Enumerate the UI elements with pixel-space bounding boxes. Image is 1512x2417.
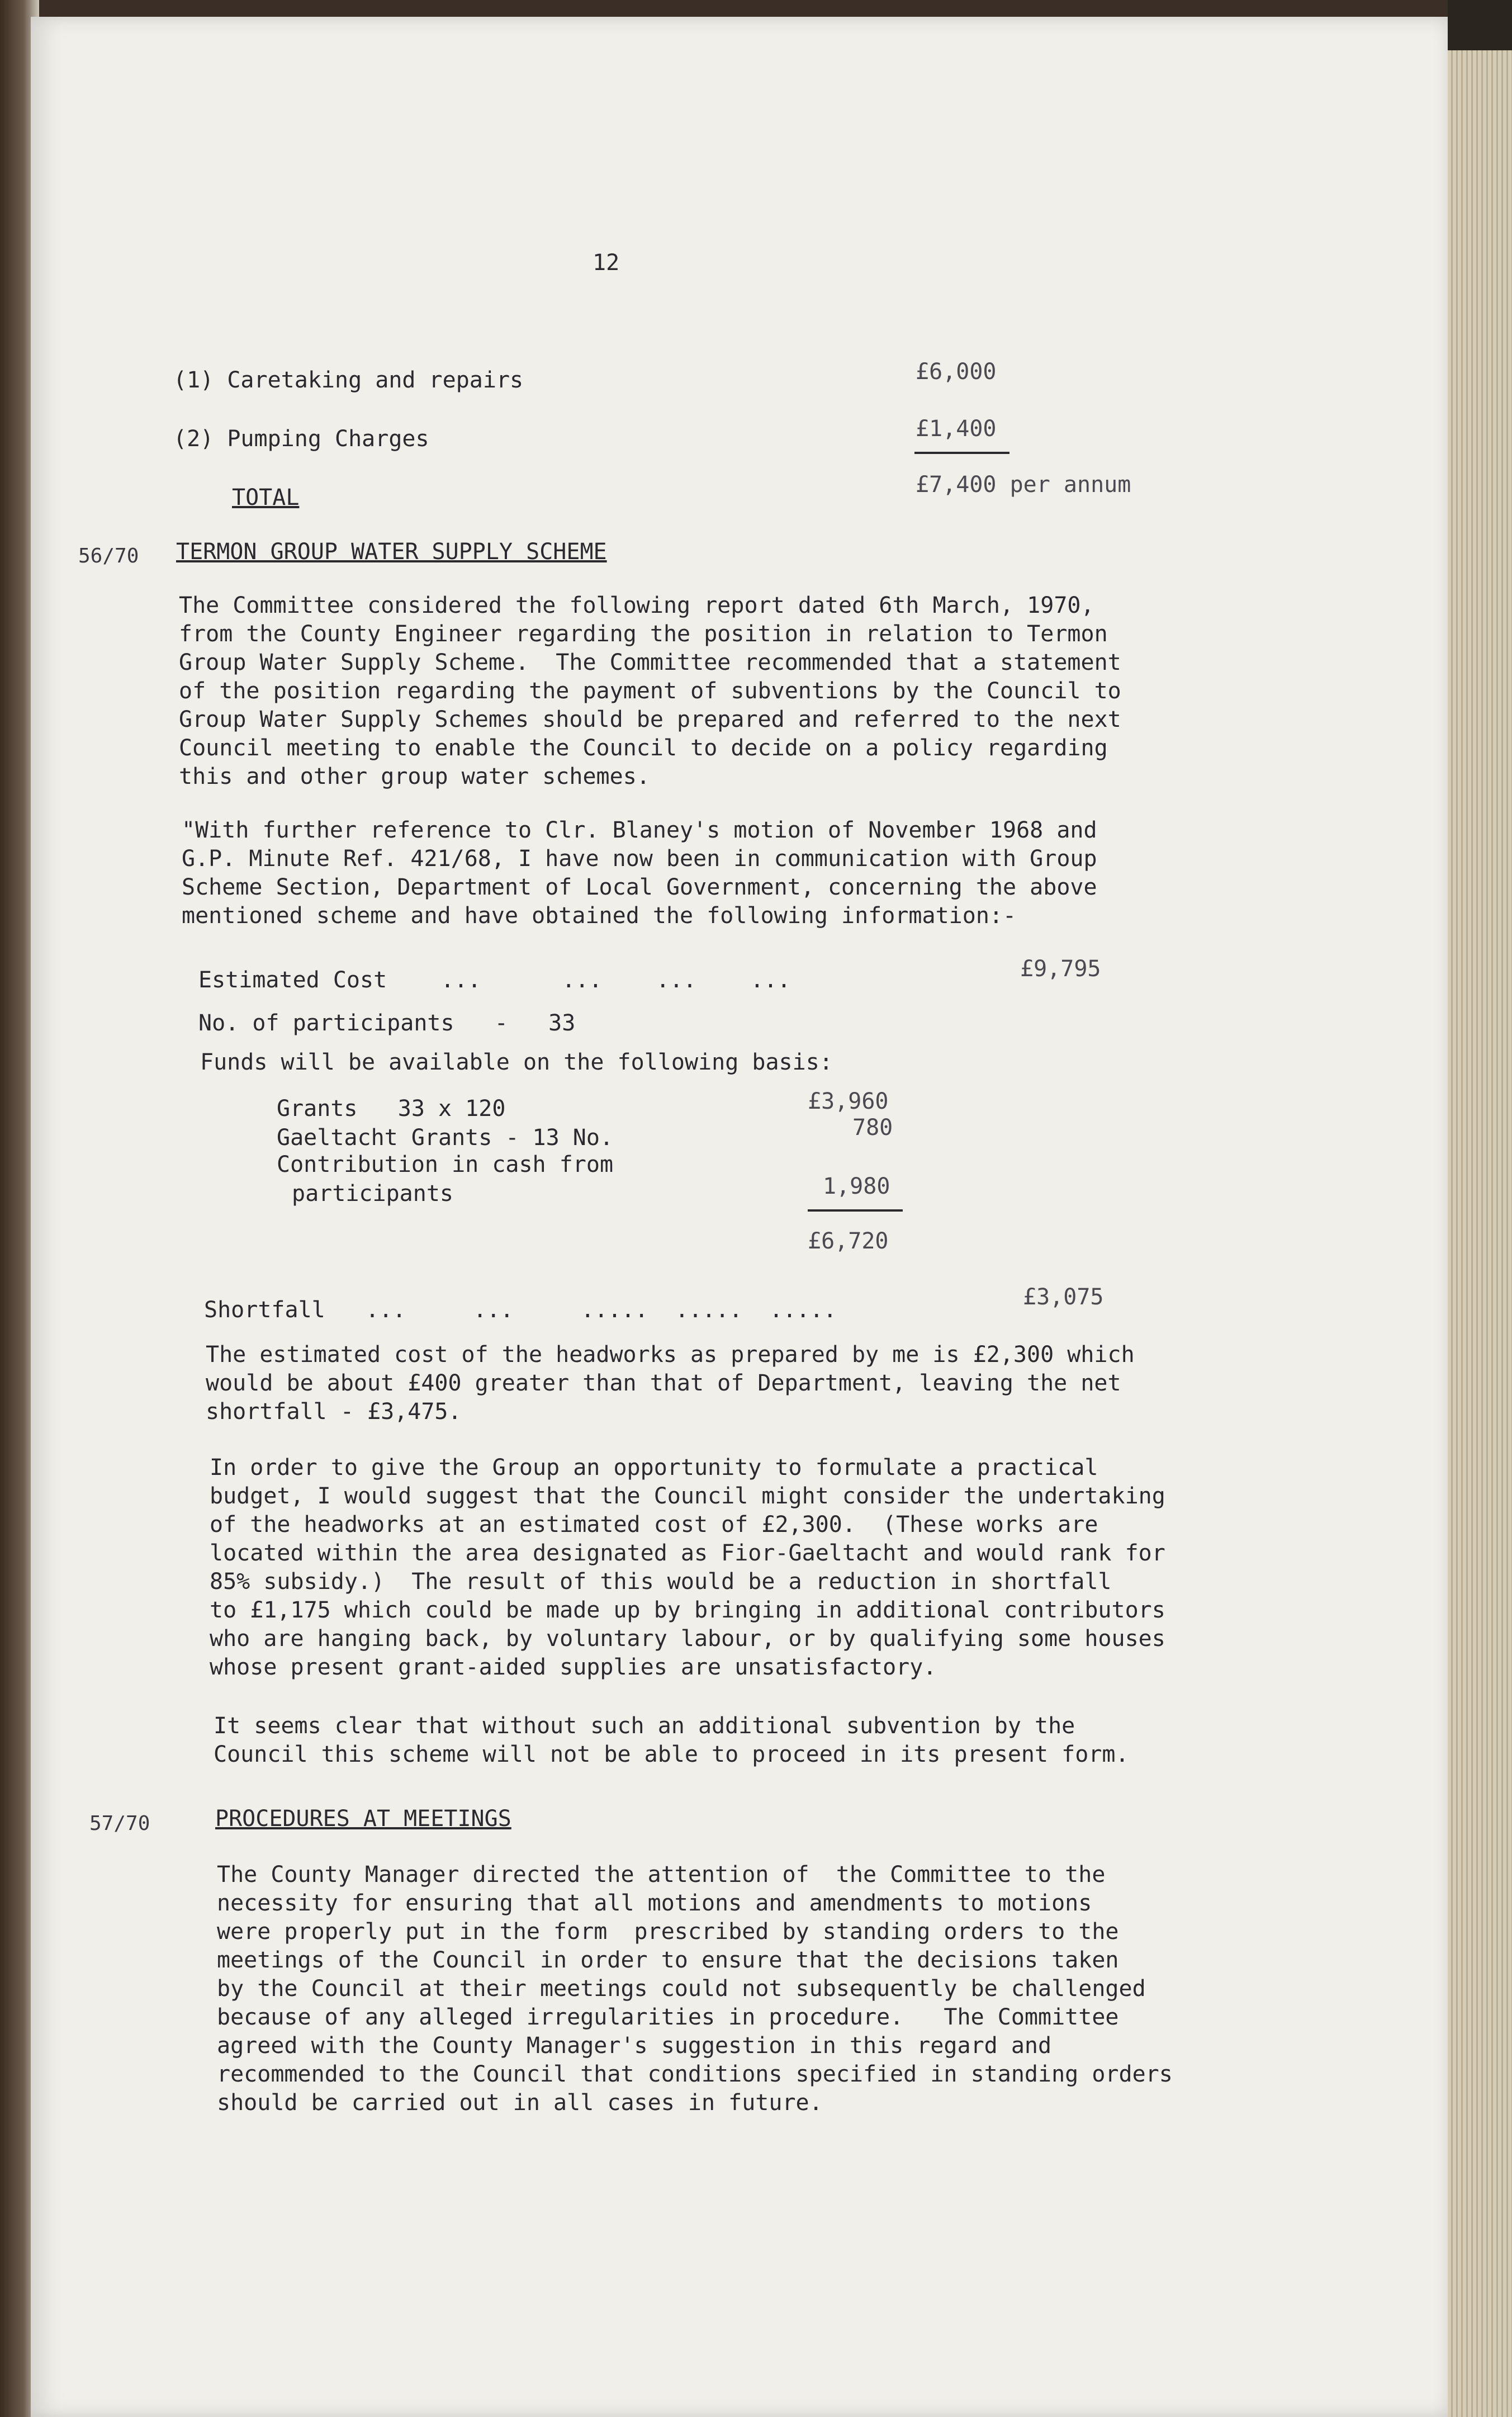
intro-line: The Committee considered the following report dated 6th March, 1970, (179, 593, 1094, 618)
termon-intro-paragraph (179, 592, 1121, 791)
quote-line: G.P. Minute Ref. 421/68, I have now been in communication with Group (182, 846, 1097, 872)
page-edges-shadow (1448, 0, 1512, 50)
paragraph-line: Council this scheme will not be able to proceed in its present form. (214, 1742, 1129, 1767)
grants-value: £3,960 (808, 1089, 889, 1114)
paragraph-line: were properly put in the form prescribed by standing orders to the (217, 1919, 1119, 1945)
paragraph-line: agreed with the County Manager's suggestion in this regard and (217, 2033, 1052, 2059)
paragraph-line: to £1,175 which could be made up by bringing in additional contributors (210, 1597, 1165, 1623)
conclusion-paragraph (214, 1712, 1129, 1769)
intro-line: this and other group water schemes. (179, 764, 650, 789)
paragraph-line: of the headworks at an estimated cost of £2,300. (These works are (210, 1512, 1098, 1538)
paragraph-line: budget, I would suggest that the Council might consider the undertaking (210, 1483, 1165, 1509)
headworks-cost-paragraph (206, 1341, 1135, 1426)
cost-total-label: TOTAL (232, 485, 300, 510)
gaeltacht-grants-value: 780 (852, 1115, 893, 1141)
paragraph-line: In order to give the Group an opportunity to formulate a practical (210, 1455, 1098, 1481)
cost-item-caretaking-value: £6,000 (916, 359, 997, 385)
cost-total-value: £7,400 per annum (916, 472, 1131, 498)
paragraph-line: recommended to the Council that conditions specified in standing orders (217, 2061, 1173, 2087)
intro-line: from the County Engineer regarding the position in relation to Termon (179, 621, 1108, 647)
shortfall-label: Shortfall ... ... ..... ..... ..... (204, 1297, 837, 1323)
funds-basis-line: Funds will be available on the following basis: (200, 1049, 833, 1075)
minute-ref-56-70: 56/70 (78, 545, 139, 567)
contribution-value: 1,980 (823, 1174, 890, 1199)
estimated-cost-label: Estimated Cost ... ... ... ... (198, 967, 791, 993)
contribution-label-continued: participants (292, 1181, 453, 1207)
paragraph-line: necessity for ensuring that all motions and amendments to motions (217, 1890, 1092, 1916)
paragraph-line: The estimated cost of the headworks as prepared by me is £2,300 which (206, 1342, 1135, 1368)
cost-item-caretaking-label: (1) Caretaking and repairs (173, 367, 524, 393)
quote-line: "With further reference to Clr. Blaney's motion of November 1968 and (182, 817, 1097, 843)
paragraph-line: shortfall - £3,475. (206, 1399, 462, 1425)
paragraph-line: whose present grant-aided supplies are unsatisfactory. (210, 1654, 937, 1680)
estimated-cost-value: £9,795 (1020, 956, 1101, 982)
gaeltacht-grants-label: Gaeltacht Grants - 13 No. (277, 1125, 614, 1151)
budget-suggestion-paragraph (210, 1454, 1165, 1682)
funds-total-value: £6,720 (808, 1228, 889, 1254)
minute-ref-57-70: 57/70 (89, 1812, 150, 1835)
paragraph-line: 85% subsidy.) The result of this would be a reduction in shortfall (210, 1569, 1112, 1595)
page-number: 12 (593, 250, 620, 276)
paragraph-line: should be carried out in all cases in future. (217, 2090, 823, 2116)
grants-label: Grants 33 x 120 (277, 1096, 506, 1122)
quote-line: Scheme Section, Department of Local Government, concerning the above (182, 874, 1097, 900)
section-heading-termon: TERMON GROUP WATER SUPPLY SCHEME (176, 539, 607, 565)
cost-item-pumping-value: £1,400 (916, 416, 997, 442)
paragraph-line: located within the area designated as Fior-Gaeltacht and would rank for (210, 1540, 1165, 1566)
paragraph-line: meetings of the Council in order to ensure that the decisions taken (217, 1947, 1119, 1973)
funds-total-rule (808, 1209, 903, 1212)
paragraph-line: who are hanging back, by voluntary labour, or by qualifying some houses (210, 1626, 1165, 1652)
intro-line: Group Water Supply Scheme. The Committee recommended that a statement (179, 650, 1121, 675)
intro-line: Council meeting to enable the Council to decide on a policy regarding (179, 735, 1108, 761)
participants-count: No. of participants - 33 (198, 1010, 576, 1036)
intro-line: of the position regarding the payment of subventions by the Council to (179, 678, 1121, 704)
quote-line: mentioned scheme and have obtained the following information:- (182, 903, 1017, 929)
engineer-report-quote (182, 816, 1097, 930)
page-edges-right (1448, 0, 1512, 2417)
paragraph-line: The County Manager directed the attention of the Committee to the (217, 1862, 1106, 1888)
section-heading-procedures: PROCEDURES AT MEETINGS (215, 1806, 511, 1832)
shortfall-value: £3,075 (1023, 1284, 1104, 1310)
contribution-label: Contribution in cash from (277, 1152, 614, 1177)
total-rule (914, 452, 1009, 454)
intro-line: Group Water Supply Schemes should be prepared and referred to the next (179, 707, 1121, 732)
paragraph-line: It seems clear that without such an additional subvention by the (214, 1713, 1075, 1739)
procedures-paragraph (217, 1861, 1173, 2117)
paragraph-line: by the Council at their meetings could not subsequently be challenged (217, 1976, 1146, 2002)
paragraph-line: because of any alleged irregularities in procedure. The Committee (217, 2004, 1119, 2030)
paragraph-line: would be about £400 greater than that of Department, leaving the net (206, 1370, 1121, 1396)
cost-item-pumping-label: (2) Pumping Charges (173, 426, 429, 452)
